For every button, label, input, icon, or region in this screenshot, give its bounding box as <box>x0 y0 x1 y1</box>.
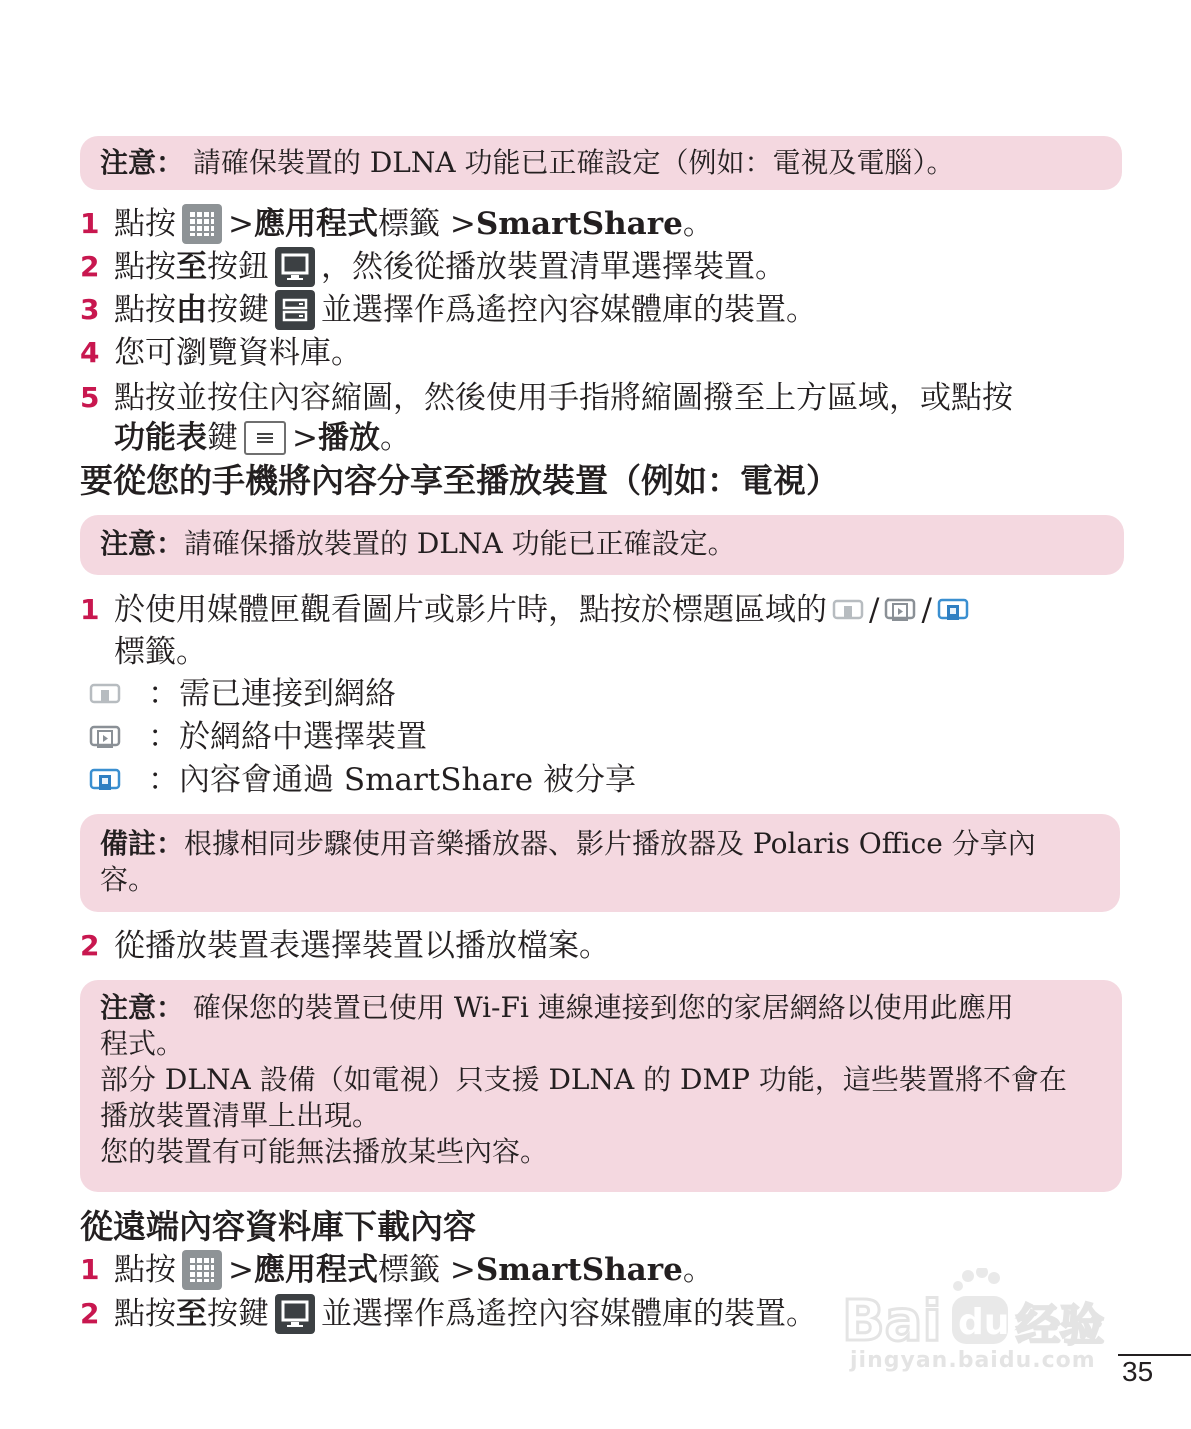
svg-text:du: du <box>958 1302 1010 1343</box>
note-line: 播放裝置清單上出現。 <box>100 1099 381 1132</box>
step-number: 1 <box>80 1253 100 1286</box>
step-text: 點按並按住內容縮圖，然後使用手指將縮圖撥至上方區域，或點按 <box>114 380 1013 416</box>
menu-icon <box>244 421 286 455</box>
step-number: 2 <box>80 1297 100 1330</box>
legend-text: ：需已連接到網絡 <box>148 676 396 712</box>
step-text: 點按 <box>114 206 176 242</box>
note-label: 注意： <box>100 991 185 1024</box>
step-text: / <box>869 592 880 628</box>
legend-item <box>84 674 396 714</box>
cast-select-device-icon <box>883 596 917 624</box>
legend-item <box>84 760 636 800</box>
cast-connect-icon <box>831 596 865 624</box>
cast-select-device-icon <box>88 723 122 751</box>
note-text: 根據相同步驟使用音樂播放器、影片播放器及 Polaris Office 分享內 <box>184 827 1036 860</box>
step-bold: SmartShare <box>475 1252 683 1288</box>
step-bold: 至 <box>176 1296 207 1332</box>
note-text: 請確保裝置的 DLNA 功能已正確設定（例如：電視及電腦）。 <box>184 146 955 179</box>
step-bold: 應用程式 <box>253 1252 378 1288</box>
step-number: 4 <box>80 336 100 369</box>
step-text: > <box>228 1252 254 1288</box>
legend-text: ：內容會通過 SmartShare 被分享 <box>148 762 636 798</box>
apps-grid-icon <box>182 1250 222 1290</box>
note-label: 備註： <box>100 827 185 860</box>
step-row <box>80 1294 817 1334</box>
step-text: 點按 <box>114 1296 176 1332</box>
step-bold: 至 <box>176 249 207 285</box>
step-row <box>80 247 786 287</box>
step-text: 按鈕 <box>207 249 269 285</box>
note-line <box>100 990 1102 1026</box>
legend-item <box>84 717 427 757</box>
note-label: 注意： <box>100 146 185 179</box>
step-row <box>80 290 817 330</box>
cast-sharing-icon <box>936 596 970 624</box>
step-text: 於使用媒體匣觀看圖片或影片時，點按於標題區域的 <box>114 592 827 628</box>
step-text: 點按 <box>114 292 176 328</box>
watermark <box>840 1268 1120 1378</box>
step-text: 按鍵 <box>207 292 269 328</box>
server-icon <box>275 290 315 330</box>
svg-text:经验: 经验 <box>1016 1300 1104 1351</box>
step-text: 鍵 <box>207 420 238 456</box>
cast-sharing-icon <box>88 766 122 794</box>
step-bold: 由 <box>176 292 207 328</box>
note-line: 您的裝置有可能無法播放某些內容。 <box>100 1135 549 1168</box>
step-text: 標籤 > <box>377 206 476 242</box>
note-line: 程式。 <box>100 1027 185 1060</box>
note-label: 注意： <box>100 527 185 560</box>
cast-connect-icon <box>88 680 122 708</box>
note-text: 請確保播放裝置的 DLNA 功能已正確設定。 <box>184 527 736 560</box>
note-box <box>80 136 1122 190</box>
step-number: 1 <box>80 207 100 240</box>
step-number: 2 <box>80 250 100 283</box>
step-row <box>80 590 974 630</box>
note-line <box>100 826 1100 862</box>
step-text: 標籤 > <box>377 1252 476 1288</box>
step-bold: SmartShare <box>475 206 683 242</box>
step-text: 並選擇作爲遙控內容媒體庫的裝置。 <box>321 1296 817 1332</box>
monitor-icon <box>275 1294 315 1334</box>
step-row <box>80 926 610 966</box>
step-number: 5 <box>80 381 100 414</box>
step-row <box>80 333 362 373</box>
step-text: ，然後從播放裝置清單選擇裝置。 <box>321 249 786 285</box>
svg-text:Bai: Bai <box>842 1289 942 1354</box>
step-bold: 功能表 <box>114 420 207 456</box>
step-number: 1 <box>80 593 100 626</box>
step-text: / <box>921 592 932 628</box>
step-text: 點按 <box>114 1252 176 1288</box>
monitor-icon <box>275 247 315 287</box>
step-row <box>80 1250 714 1290</box>
step-bold: 播放 <box>317 420 380 456</box>
step-row <box>80 204 714 244</box>
step-text: 。 <box>682 1252 714 1288</box>
note-line: 容。 <box>100 863 157 896</box>
apps-grid-icon <box>182 204 222 244</box>
note-text: 確保您的裝置已使用 Wi-Fi 連線連接到您的家居網絡以使用此應用 <box>184 991 1014 1024</box>
section-heading: 要從您的手機將內容分享至播放裝置（例如：電視） <box>80 461 839 500</box>
step-text: 從播放裝置表選擇裝置以播放檔案。 <box>114 928 610 964</box>
step-continuation: 標籤。 <box>114 634 207 670</box>
page-number: 35 <box>1122 1356 1154 1387</box>
step-text: 點按 <box>114 249 176 285</box>
note-box <box>80 980 1122 1192</box>
note-line: 部分 DLNA 設備（如電視）只支援 DLNA 的 DMP 功能，這些裝置將不會在 <box>100 1063 1067 1096</box>
legend-text: ：於網絡中選擇裝置 <box>148 719 427 755</box>
note-box <box>80 515 1124 575</box>
section-heading: 從遠端內容資料庫下載內容 <box>80 1207 476 1246</box>
step-text: 並選擇作爲遙控內容媒體庫的裝置。 <box>321 292 817 328</box>
note-box <box>80 814 1120 912</box>
step-row <box>80 378 1013 418</box>
step-number: 2 <box>80 929 100 962</box>
step-bold: 應用程式 <box>253 206 378 242</box>
step-text: 。 <box>379 420 411 456</box>
step-number: 3 <box>80 293 100 326</box>
step-text: 按鍵 <box>207 1296 269 1332</box>
step-text: 您可瀏覽資料庫。 <box>114 335 362 371</box>
step-continuation <box>114 418 411 458</box>
step-text: 。 <box>682 206 714 242</box>
step-text: > <box>292 420 318 456</box>
step-text: > <box>228 206 254 242</box>
watermark-url: jingyan.baidu.com <box>850 1348 1096 1373</box>
